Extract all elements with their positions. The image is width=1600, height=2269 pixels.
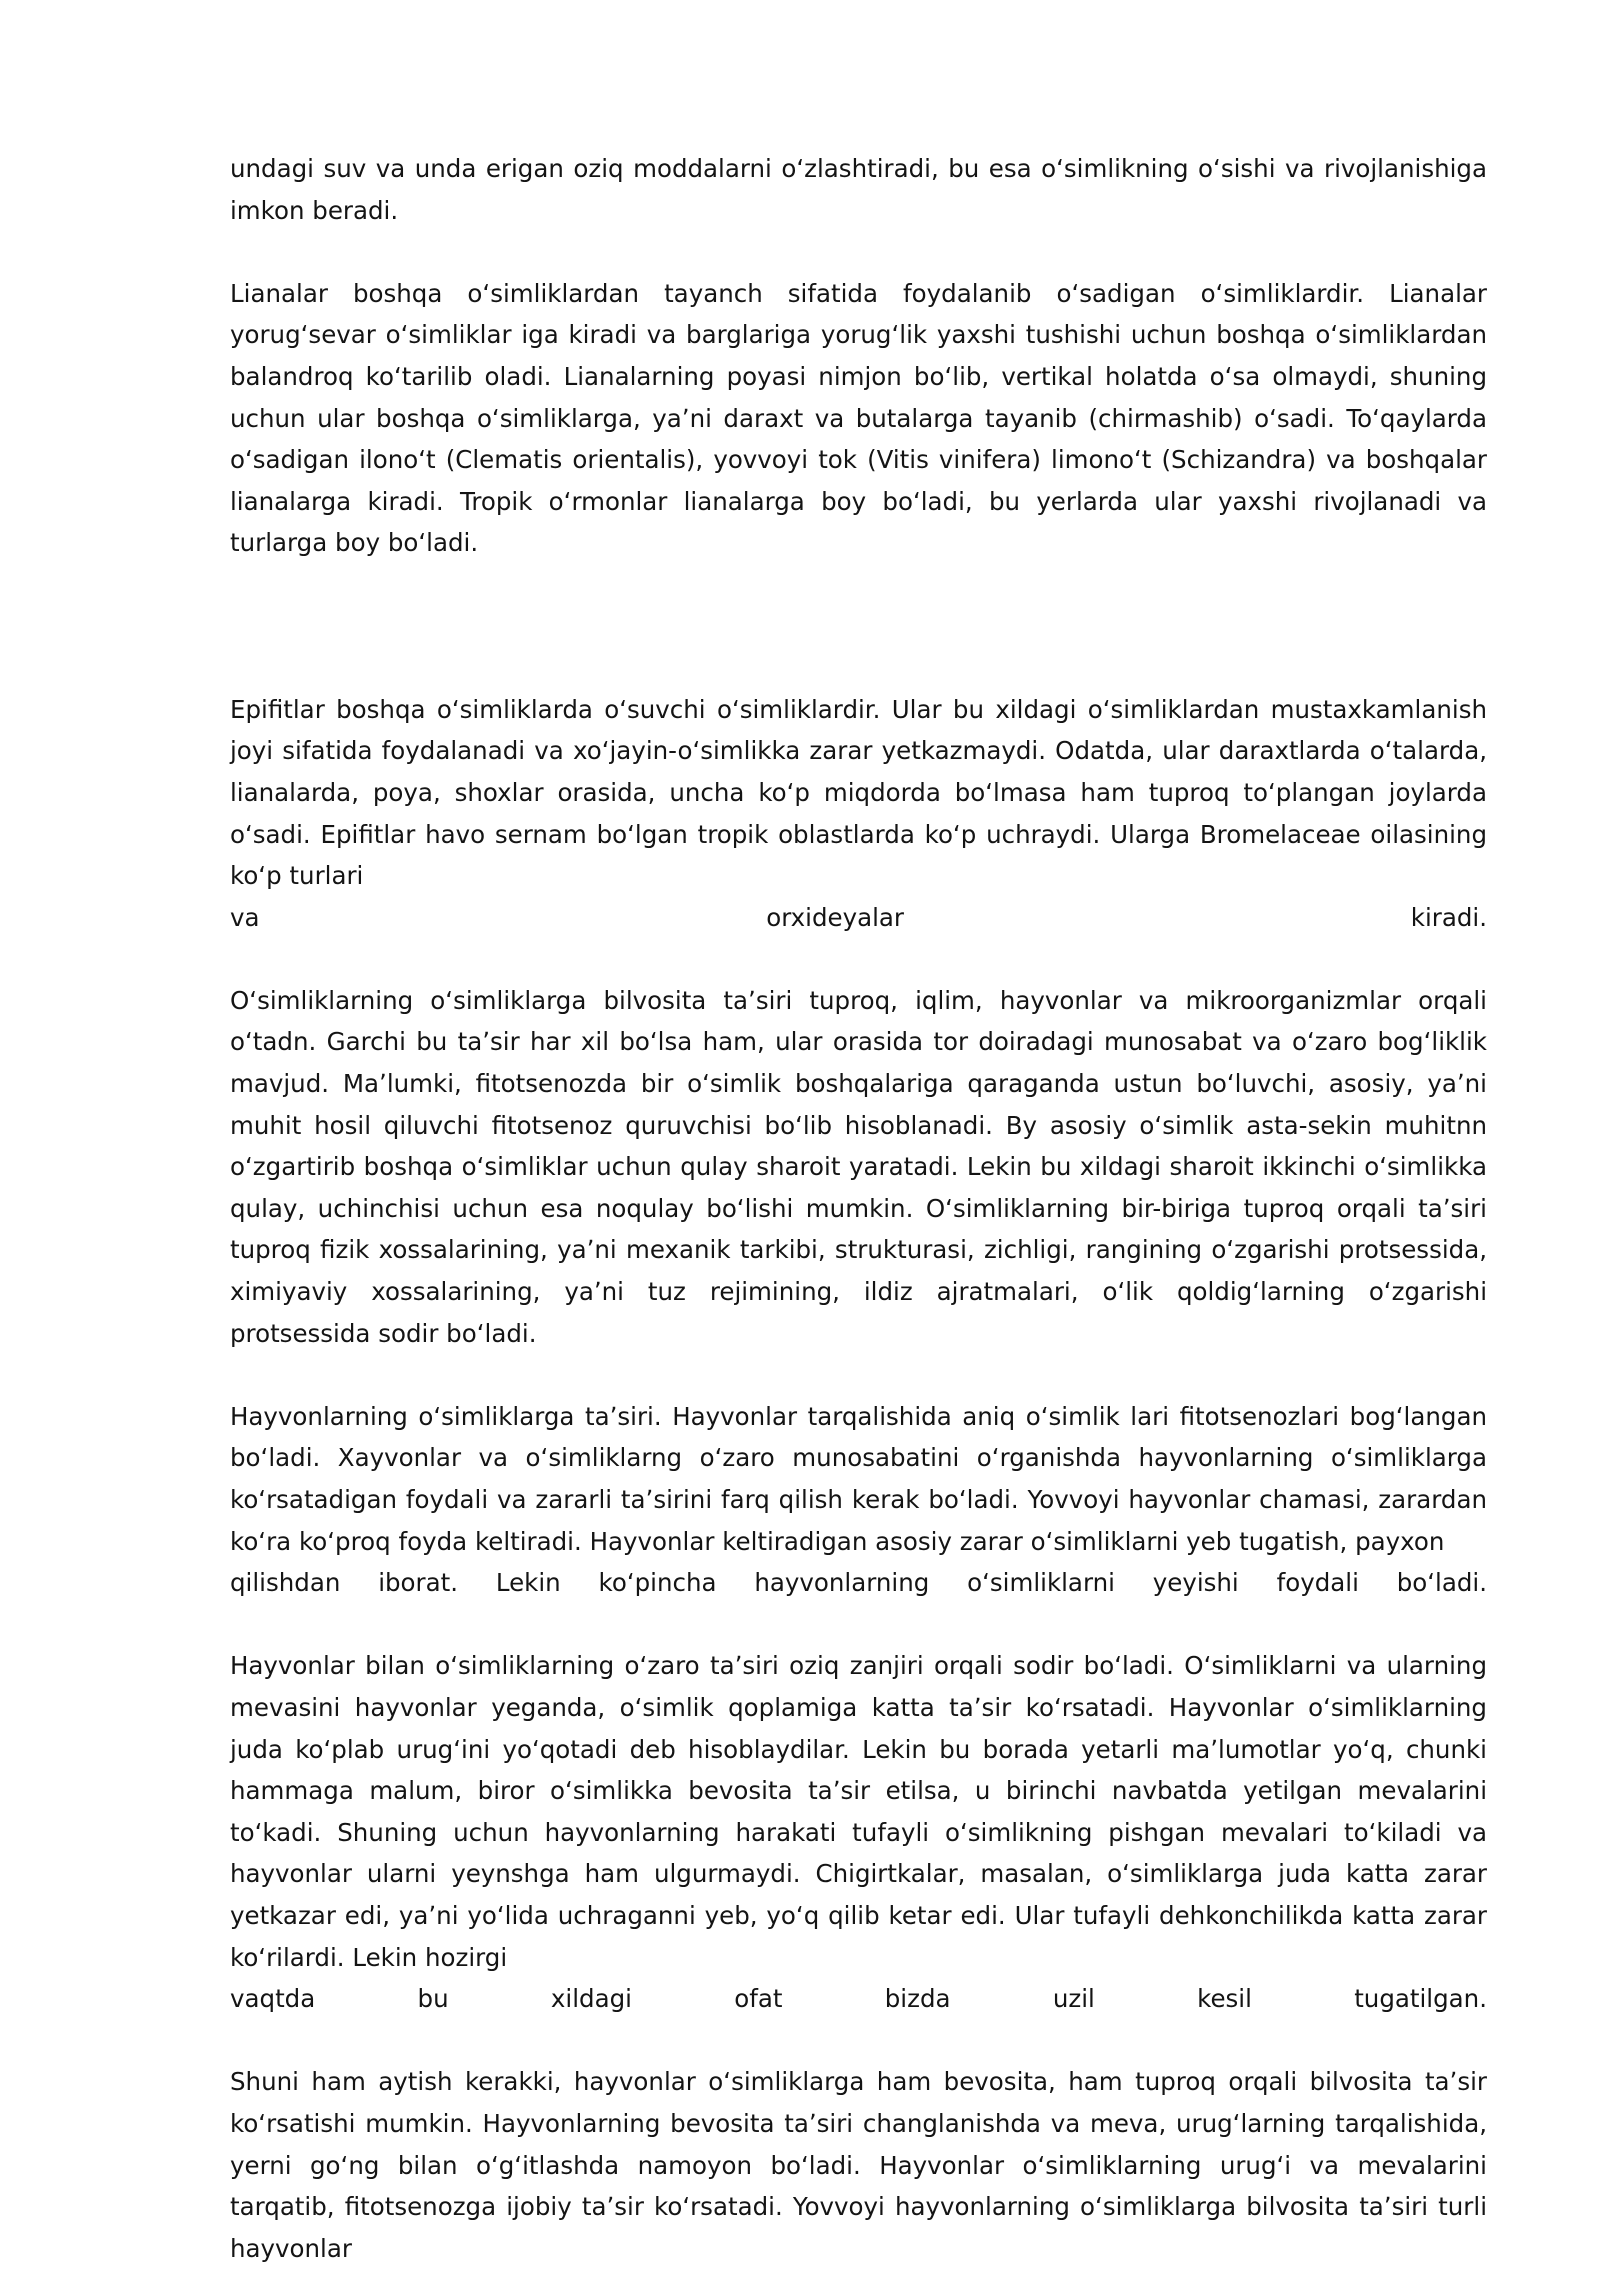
paragraph-animals-influence: Hayvonlarning oʻsimliklarga taʼsiri. Hayvonlar tarqalishida aniq oʻsimlik lari fitotsenozlari bogʻlangan boʻladi. Xayvonlar va oʻsimliklarng oʻzaro munosabatini oʻrganishda hayvonlarning oʻsimliklarga koʻrsatadigan foydali va zararli taʼsirini farq qilish kerak boʻladi. Yovvoyi hayvonlar chamasi, zarardan koʻra koʻproq foyda keltiradi. Hayvonlar keltiradigan asosiy zarar oʻsimliklarni yeb tugatish, payxon [230,1401,1487,1556]
paragraph-animals-influence-last-line [230,1562,1487,1604]
paragraph-food-chain: Hayvonlar bilan oʻsimliklarning oʻzaro taʼsiri oziq zanjiri orqali sodir boʻladi. Oʻsimliklarni va ularning mevasini hayvonlar yeganda, oʻsimlik qoplamiga katta taʼsir koʻrsatadi. Hayvonlar oʻsimliklarning juda koʻplab urugʻini yoʻqotadi deb hisoblaydilar. Lekin bu borada yetarli maʼlumotlar yoʻq, chunki hammaga malum, biror oʻsimlikka bevosita taʼsir etilsa, u birinchi navbatda yetilgan mevalarini toʻkadi. Shuning uchun hayvonlarning harakati tufayli oʻsimlikning pishgan mevalari toʻkiladi va hayvonlar ularni yeynshga ham ulgurmaydi. Chigirtkalar, masalan, oʻsimliklarga juda katta zarar yetkazar edi, yaʼni yoʻlida uchraganni yeb, yoʻq qilib ketar edi. Ular tufayli dehkonchilikda katta zarar koʻrilardi. Lekin hozirgi [230,1651,1487,1972]
paragraph-spacer [230,564,1487,689]
paragraph-direct-indirect: Shuni ham aytish kerakki, hayvonlar oʻsimliklarga ham bevosita, ham tuproq orqali bilvosita taʼsir koʻrsatishi mumkin. Hayvonlarning bevosita taʼsiri changlanishda va meva, urugʻlarning tarqalishida, yerni goʻng bilan oʻgʻitlashda namoyon boʻladi. Hayvonlar oʻsimliklarning urugʻi va mevalarini tarqatib, fitotsenozga ijobiy taʼsir koʻrsatadi. Yovvoyi hayvonlarning oʻsimliklarga bilvosita taʼsiri turli hayvonlar [230,2067,1487,2263]
word: kesil [1197,1984,1252,2014]
word: qilishdan [230,1568,341,1598]
paragraph-epiphytes-last-line [230,897,1487,939]
word: bizda [884,1984,951,2014]
word: uzil [1052,1984,1095,2014]
word: yeyishi [1152,1568,1239,1598]
word: Lekin [495,1568,561,1598]
word: orxideyalar [766,902,905,932]
word: tugatilgan. [1354,1984,1487,2014]
word: xildagi [550,1984,632,2014]
paragraph-intro-continuation: undagi suv va unda erigan oziq moddalarni oʻzlashtiradi, bu esa oʻsimlikning oʻsishi va rivojlanishiga imkon beradi. [230,154,1487,225]
word: hayvonlarning [754,1568,930,1598]
paragraph-spacer [230,1604,1487,1646]
word: oʻsimliklarni [967,1568,1115,1598]
word: va [230,902,260,932]
word: ofat [734,1984,783,2014]
paragraph-spacer [230,231,1487,273]
document-body [230,148,1487,2269]
paragraph-spacer [230,2020,1487,2062]
paragraph-epiphytes: Epifitlar boshqa oʻsimliklarda oʻsuvchi oʻsimliklardir. Ular bu xildagi oʻsimliklardan mustaxkamlanish joyi sifatida foydalanadi va xoʻjayin-oʻsimlikka zarar yetkazmaydi. Odatda, ular daraxtlarda oʻtalarda, lianalarda, poya, shoxlar orasida, uncha koʻp miqdorda boʻlmasa ham tuproq toʻplangan joylarda oʻsadi. Epifitlar havo sernam boʻlgan tropik oblastlarda koʻp uchraydi. Ularga Bromelaceae oilasining koʻp turlari [230,694,1487,891]
paragraph-lianas: Lianalar boshqa oʻsimliklardan tayanch sifatida foydalanib oʻsadigan oʻsimliklardir. Lianalar yorugʻsevar oʻsimliklar iga kiradi va barglariga yorugʻlik yaxshi tushishi uchun boshqa oʻsimliklardan balandroq koʻtarilib oladi. Lianalarning poyasi nimjon boʻlib, vertikal holatda oʻsa olmaydi, shuning uchun ular boshqa oʻsimliklarga, yaʼni daraxt va butalarga tayanib (chirmashib) oʻsadi. Toʻqaylarda oʻsadigan ilonoʻt (Clematis orientalis), yovvoyi tok (Vitis vinifera) limonoʻt (Schizandra) va boshqalar lianalarga kiradi. Tropik oʻrmonlar lianalarga boy boʻladi, bu yerlarda ular yaxshi rivojlanadi va turlarga boy boʻladi. [230,278,1487,558]
word: iborat. [378,1568,459,1598]
word: boʻladi. [1396,1568,1487,1598]
paragraph-spacer [230,1354,1487,1396]
word: foydali [1276,1568,1359,1598]
word: vaqtda [230,1984,316,2014]
word: koʻpincha [598,1568,717,1598]
paragraph-food-chain-last-line [230,1978,1487,2020]
paragraph-spacer [230,938,1487,980]
word: bu [417,1984,449,2014]
word: kiradi. [1410,902,1487,932]
paragraph-indirect-influence: Oʻsimliklarning oʻsimliklarga bilvosita taʼsiri tuproq, iqlim, hayvonlar va mikroorganizmlar orqali oʻtadn. Garchi bu taʼsir har xil boʻlsa ham, ular orasida tor doiradagi munosabat va oʻzaro bogʻliklik mavjud. Maʼlumki, fitotsenozda bir oʻsimlik boshqalariga qaraganda ustun boʻluvchi, asosiy, yaʼni muhit hosil qiluvchi fitotsenoz quruvchisi boʻlib hisoblanadi. By asosiy oʻsimlik asta-sekin muhitnn oʻzgartirib boshqa oʻsimliklar uchun qulay sharoit yaratadi. Lekin bu xildagi sharoit ikkinchi oʻsimlikka qulay, uchinchisi uchun esa noqulay boʻlishi mumkin. Oʻsimliklarning bir-biriga tuproq orqali taʼsiri tuproq fizik xossalarining, yaʼni mexanik tarkibi, strukturasi, zichligi, rangining oʻzgarishi protsessida, ximiyaviy xossalarining, yaʼni tuz rejimining, ildiz ajratmalari, oʻlik qoldigʻlarning oʻzgarishi protsessida sodir boʻladi. [230,985,1487,1348]
